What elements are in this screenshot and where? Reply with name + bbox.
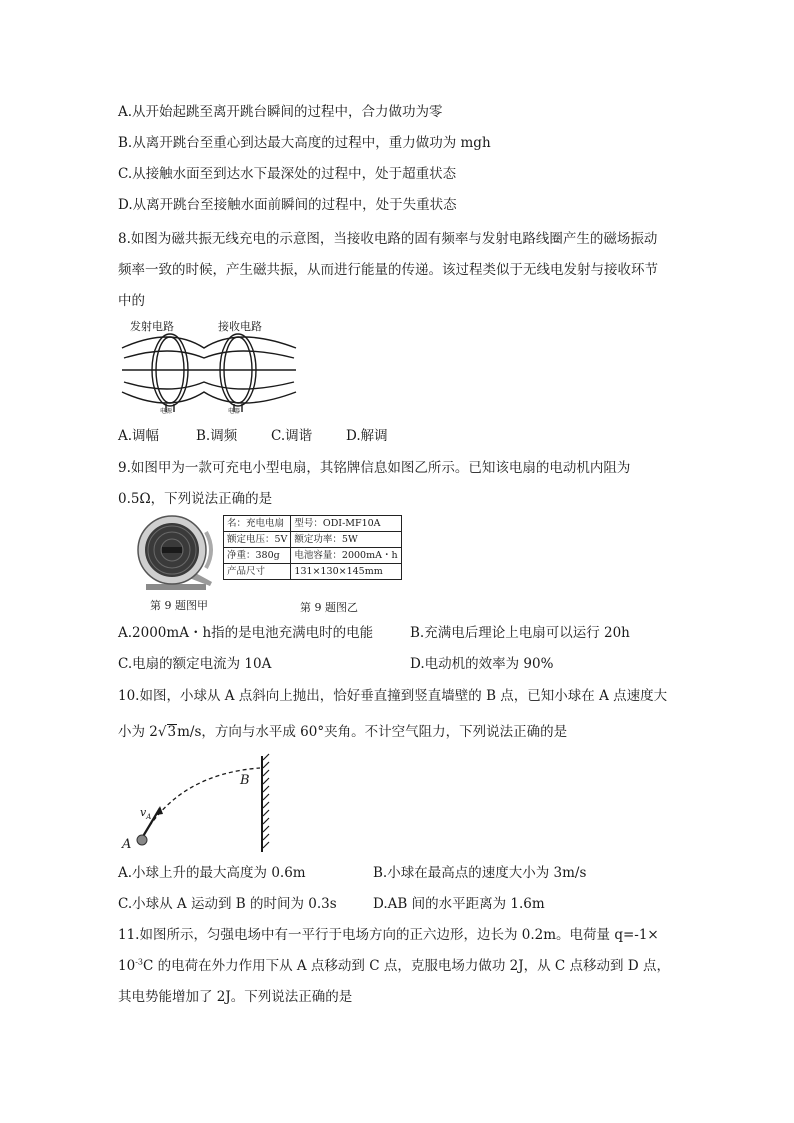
- table-cell: 名：充电电扇: [224, 516, 291, 532]
- q9-stem-line-1: 9.如图甲为一款可充电小型电扇，其铭牌信息如图乙所示。已知该电扇的电动机内阻为: [118, 460, 631, 476]
- q10-option-c: C.小球从 A 运动到 B 的时间为 0.3s: [118, 896, 337, 912]
- q7-option-a: A.从开始起跳至离开跳台瞬间的过程中，合力做功为零: [118, 104, 443, 120]
- q9-nameplate-table: [223, 515, 402, 580]
- table-cell: 型号：ODI-MF10A: [291, 516, 401, 532]
- q9-stem-line-2: 0.5Ω，下列说法正确的是: [118, 491, 273, 507]
- sqrt-icon: √: [157, 724, 167, 740]
- table-cell: 产品尺寸: [224, 564, 291, 580]
- q11-stem-line-1: 11.如图所示，匀强电场中有一平行于电场方向的正六边形，边长为 0.2m。电荷量 q=-1×: [118, 927, 659, 943]
- fan-icon: [132, 512, 220, 594]
- q8-stem-line-2: 频率一致的时候，产生磁共振，从而进行能量的传递。该过程类似于无线电发射与接收环节: [118, 262, 658, 278]
- q10-label-b: B: [240, 773, 250, 788]
- q10-option-b: B.小球在最高点的速度大小为 3m/s: [373, 865, 587, 881]
- table-cell: 电池容量：2000mA・h: [291, 548, 401, 564]
- q10-option-d: D.AB 间的水平距离为 1.6m: [373, 896, 545, 912]
- q10-stem-line-1: 10.如图，小球从 A 点斜向上抛出，恰好垂直撞到竖直墙壁的 B 点，已知小球在 A 点速度大: [118, 688, 668, 704]
- q8-option-b: B.调频: [196, 428, 238, 444]
- q8-option-d: D.解调: [346, 428, 388, 444]
- q9-caption-yi: 第 9 题图乙: [300, 601, 358, 614]
- q8-stem-line-3: 中的: [118, 293, 145, 309]
- q10-option-a: A.小球上升的最大高度为 0.6m: [118, 865, 306, 881]
- table-row: [224, 564, 402, 580]
- table-cell: 净重：380g: [224, 548, 291, 564]
- table-row: [224, 516, 402, 532]
- q7-option-c: C.从接触水面至到达水下最深处的过程中，处于超重状态: [118, 166, 457, 182]
- q8-label-receiver: 接收电路: [218, 320, 262, 333]
- q8-label-source: 电源: [160, 408, 173, 415]
- q9-caption-jia: 第 9 题图甲: [150, 599, 208, 612]
- q10-stem-post: m/s，方向与水平成 60°夹角。不计空气阻力，下列说法正确的是: [177, 724, 568, 740]
- q11-exponent: -3: [135, 957, 143, 967]
- q11-stem-line-2: [118, 957, 670, 975]
- q8-option-c: C.调谐: [271, 428, 313, 444]
- q11-stem-pre: 10: [118, 958, 136, 974]
- q9-option-a: A.2000mA・h指的是电池充满电时的电能: [118, 625, 374, 641]
- table-cell: 额定功率：5W: [291, 532, 401, 548]
- q9-fan-photo: [132, 512, 220, 594]
- q8-stem-line-1: 8.如图为磁共振无线充电的示意图，当接收电路的固有频率与发射电路线圈产生的磁场振动: [118, 231, 658, 247]
- velocity-subscript: A: [146, 813, 152, 822]
- q7-option-b: B.从离开跳台至重心到达最大高度的过程中，重力做功为 mgh: [118, 135, 491, 151]
- q10-label-a: A: [122, 837, 132, 852]
- q8-label-transmitter: 发射电路: [130, 320, 174, 333]
- q10-stem-line-2: [118, 723, 567, 741]
- table-row: [224, 532, 402, 548]
- velocity-symbol: v: [140, 806, 147, 819]
- q10-label-velocity: [140, 804, 151, 826]
- q8-resonance-figure: [120, 318, 300, 416]
- table-row: [224, 548, 402, 564]
- q11-stem-line-3: 其电势能增加了 2J。下列说法正确的是: [118, 989, 353, 1005]
- table-cell: 额定电压：5V: [224, 532, 291, 548]
- q10-stem-pre: 小为 2: [118, 724, 158, 740]
- q9-option-c: C.电扇的额定电流为 10A: [118, 656, 272, 672]
- q9-option-d: D.电动机的效率为 90%: [410, 656, 554, 672]
- q8-option-a: A.调幅: [118, 428, 160, 444]
- q10-projectile-figure: [118, 752, 278, 856]
- q8-coils-diagram: [120, 318, 300, 416]
- q10-root-value: 3: [167, 724, 177, 740]
- q11-stem-post: C 的电荷在外力作用下从 A 点移动到 C 点，克服电场力做功 2J，从 C 点移动到 D 点，: [142, 958, 670, 974]
- q7-option-d: D.从离开跳台至接触水面前瞬间的过程中，处于失重状态: [118, 197, 457, 213]
- table-cell: 131×130×145mm: [291, 564, 401, 580]
- q9-option-b: B.充满电后理论上电扇可以运行 20h: [410, 625, 630, 641]
- q8-label-appliance: 电器: [228, 408, 241, 415]
